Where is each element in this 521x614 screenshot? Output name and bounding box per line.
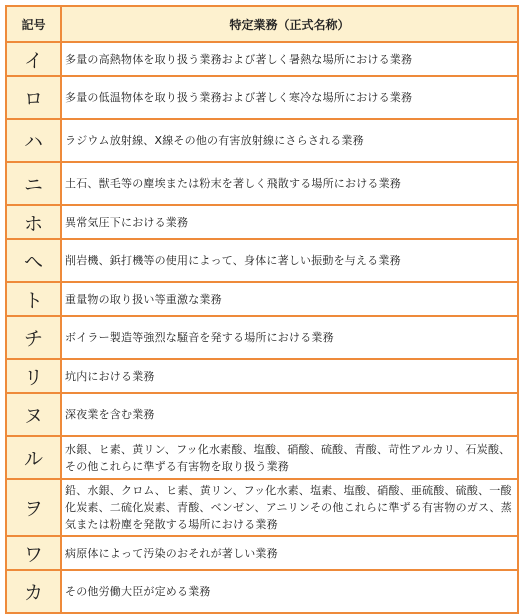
row-description: その他労働大臣が定める業務 (61, 570, 518, 613)
table-row (6, 536, 518, 570)
table-row (6, 359, 518, 393)
table-row (6, 570, 518, 613)
row-description: 坑内における業務 (61, 359, 518, 393)
row-description: 土石、獣毛等の塵埃または粉末を著しく飛散する場所における業務 (61, 162, 518, 205)
row-code: ヌ (6, 393, 61, 436)
table-row (6, 436, 518, 479)
row-description: 病原体によって汚染のおそれが著しい業務 (61, 536, 518, 570)
table-row (6, 393, 518, 436)
row-description: 異常気圧下における業務 (61, 205, 518, 239)
table-row (6, 205, 518, 239)
row-description: ボイラー製造等強烈な騒音を発する場所における業務 (61, 316, 518, 359)
table-header-row (6, 6, 518, 42)
specific-work-table-container (5, 5, 517, 614)
row-description: 多量の高熱物体を取り扱う業務および著しく暑熱な場所における業務 (61, 42, 518, 76)
row-code: ヲ (6, 479, 61, 536)
row-code: チ (6, 316, 61, 359)
table-row (6, 316, 518, 359)
row-description: 鉛、水銀、クロム、ヒ素、黄リン、フッ化水素、塩素、塩酸、硝酸、亜硫酸、硫酸、一酸化炭素、二硫化炭素、青酸、ベンゼン、アニリンその他これらに準ずる有害物のガス、蒸気または粉塵を発散する場所における業務 (61, 479, 518, 536)
header-code: 記号 (6, 6, 61, 42)
row-description: 削岩機、鋲打機等の使用によって、身体に著しい振動を与える業務 (61, 239, 518, 282)
row-code: ホ (6, 205, 61, 239)
row-code: ニ (6, 162, 61, 205)
table-row (6, 42, 518, 76)
row-description: 重量物の取り扱い等重激な業務 (61, 282, 518, 316)
row-code: ロ (6, 76, 61, 119)
header-name: 特定業務（正式名称） (61, 6, 518, 42)
row-code: ワ (6, 536, 61, 570)
table-row (6, 479, 518, 536)
table-row (6, 239, 518, 282)
row-description: 深夜業を含む業務 (61, 393, 518, 436)
row-code: カ (6, 570, 61, 613)
row-description: 水銀、ヒ素、黄リン、フッ化水素酸、塩酸、硝酸、硫酸、青酸、苛性アルカリ、石炭酸、その他これらに準ずる有害物を取り扱う業務 (61, 436, 518, 479)
specific-work-table (5, 5, 519, 614)
table-row (6, 76, 518, 119)
row-code: リ (6, 359, 61, 393)
row-code: ハ (6, 119, 61, 162)
row-code: へ (6, 239, 61, 282)
table-row (6, 282, 518, 316)
row-code: イ (6, 42, 61, 76)
row-code: ト (6, 282, 61, 316)
row-code: ル (6, 436, 61, 479)
row-description: ラジウム放射線、X線その他の有害放射線にさらされる業務 (61, 119, 518, 162)
row-description: 多量の低温物体を取り扱う業務および著しく寒冷な場所における業務 (61, 76, 518, 119)
table-row (6, 119, 518, 162)
table-row (6, 162, 518, 205)
